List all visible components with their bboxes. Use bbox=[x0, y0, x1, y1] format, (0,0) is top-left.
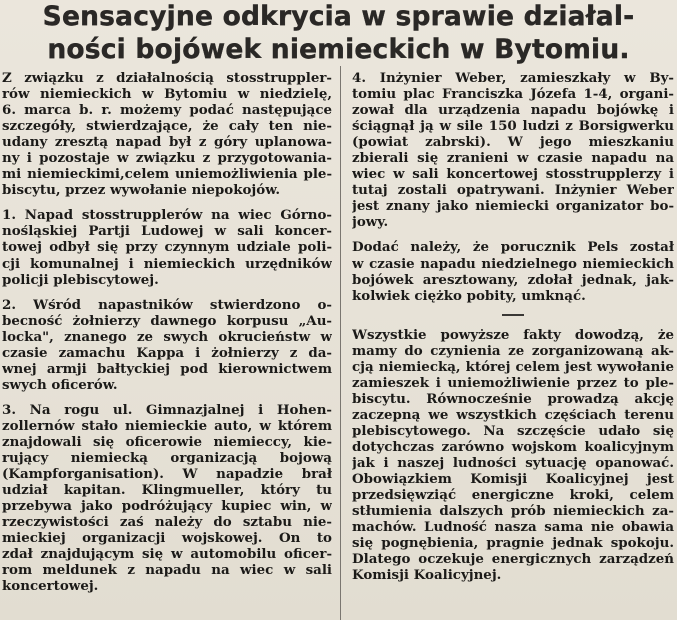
paragraph-gap bbox=[2, 198, 332, 207]
text-line: zdał znajdującym się w automobilu oficer- bbox=[2, 546, 332, 563]
text-line: udział kapitan. Klingmueller, który tu bbox=[2, 482, 332, 499]
text-line: koncertowej. bbox=[2, 578, 99, 595]
left-column bbox=[2, 70, 332, 594]
text-line: 3. Na rogu ul. Gimnazjalnej i Hohen- bbox=[2, 401, 332, 418]
right-column bbox=[352, 70, 674, 583]
paragraph bbox=[2, 297, 332, 393]
text-line: plebiscytowego. Na szczęście udało się bbox=[352, 422, 674, 439]
text-line: (Kampforganisation). W napadzie brał bbox=[2, 466, 332, 483]
section-separator-rule bbox=[502, 314, 524, 316]
paragraph bbox=[352, 327, 674, 584]
text-line: Wszystkie powyższe fakty dowodzą, że bbox=[352, 326, 674, 343]
text-line: dotychczas zarówno wojskom koalicyjnym bbox=[352, 438, 674, 455]
column-divider bbox=[340, 66, 341, 620]
paragraph bbox=[2, 207, 332, 287]
text-line: w czasie napadu niedzielnego niemieckich bbox=[352, 255, 674, 272]
text-line: Komisji Koalicyjnej. bbox=[352, 567, 502, 584]
text-line: przebywa jako podróżujący kupiec win, w bbox=[2, 498, 332, 515]
text-line: zamieszek i uniemożliwienie przez to ple- bbox=[352, 374, 674, 391]
paragraph-gap bbox=[2, 393, 332, 402]
paragraph bbox=[2, 402, 332, 595]
text-line: mamy do czynienia ze zorganizowaną ak- bbox=[352, 342, 674, 359]
text-line: czasie zamachu Kappa i żołnierzy z da- bbox=[2, 344, 332, 361]
text-line: tomiu plac Franciszka Józefa 1-4, organi- bbox=[352, 86, 674, 103]
text-line: 1. Napad stosstrupplerów na wiec Górno- bbox=[2, 207, 332, 224]
text-line: (powiat zabrski). W jego mieszkaniu bbox=[352, 134, 674, 151]
text-line: towej odbył się przy czynnym udziale poli- bbox=[2, 239, 332, 256]
text-line: policji plebiscytowej. bbox=[2, 271, 159, 288]
text-line: się pognębienia, pragnie jednak spokoju. bbox=[352, 535, 674, 552]
text-line: kolwiek ciężko pobity, umknąć. bbox=[352, 287, 586, 304]
text-line: jest znany jako niemiecki organizator bo- bbox=[352, 198, 674, 215]
text-line: nośląskiej Partji Ludowej w sali koncer- bbox=[2, 223, 332, 240]
headline bbox=[4, 0, 673, 66]
text-line: jowy. bbox=[352, 214, 389, 231]
text-line: mi niemieckimi,celem uniemożliwienia ple- bbox=[2, 166, 332, 183]
text-line: rom meldunek z napadu na wiec w sali bbox=[2, 562, 332, 579]
text-line: udany zresztą napad był z góry uplanowa- bbox=[2, 134, 332, 151]
headline-line-2: ności bojówek niemieckich w Bytomiu. bbox=[47, 34, 630, 65]
text-line: rów niemieckich w Bytomiu w niedzielę, bbox=[2, 86, 332, 103]
text-line: znajdowali się oficerowie niemieccy, kie- bbox=[2, 433, 332, 450]
paragraph-gap bbox=[2, 288, 332, 297]
text-line: becność żołnierzy dawnego korpusu „Au- bbox=[2, 312, 332, 329]
text-line: machów. Ludność nasza sama nie obawia bbox=[352, 519, 674, 536]
text-line: rzeczywistości zaś należy do sztabu nie- bbox=[2, 514, 332, 531]
text-line: mieckiej organizacji wojskowej. On to bbox=[2, 530, 332, 547]
text-line: ny i pozostaje w związku z przygotowania- bbox=[2, 150, 332, 167]
text-line: zaczepną we wszystkich częściach terenu bbox=[352, 406, 674, 423]
text-line: zbierali się zranieni w czasie napadu na bbox=[352, 150, 674, 167]
text-line: biscytu, przez wywołanie niepokojów. bbox=[2, 182, 281, 199]
paragraph bbox=[352, 70, 674, 230]
paragraph bbox=[352, 239, 674, 303]
headline-line-1: Sensacyjne odkrycia w sprawie działal- bbox=[42, 1, 635, 32]
text-line: ściągnął ją w sile 150 ludzi z Borsigwerku bbox=[352, 118, 674, 135]
text-line: wnej armji bałtyckiej pod kierownictwem bbox=[2, 360, 332, 377]
text-line: 6. marca b. r. możemy podać następujące bbox=[2, 102, 332, 119]
text-line: szczegóły, stwierdzające, że cały ten nie- bbox=[2, 118, 332, 135]
text-line: Obowiązkiem Komisji Koalicyjnej jest bbox=[352, 471, 674, 488]
text-line: cji komunalnej i niemieckich urzędników bbox=[2, 255, 332, 272]
text-line: Dlatego oczekuje energicznych zarządzeń bbox=[352, 551, 674, 568]
text-line: przedsięwziąć energiczne kroki, celem bbox=[352, 487, 674, 504]
text-line: bojówek aresztowany, zdołał jednak, jak- bbox=[352, 271, 674, 288]
paragraph bbox=[2, 70, 332, 198]
text-line: 2. Wśród napastników stwierdzono o- bbox=[2, 296, 332, 313]
text-line: tutaj zostali opatrywani. Inżynier Weber bbox=[352, 182, 674, 199]
text-line: biscytu. Równocześnie prowadzą akcję bbox=[352, 390, 674, 407]
text-line: cją niemiecką, której celem jest wywołanie bbox=[352, 358, 674, 375]
text-line: wiec w sali koncertowej stosstrupplerzy i bbox=[352, 166, 674, 183]
text-line: zował dla urządzenia napadu bojówkę i bbox=[352, 102, 674, 119]
paragraph-gap bbox=[352, 230, 674, 239]
text-line: rujący niemiecką organizacją bojową bbox=[2, 450, 332, 467]
text-line: swych oficerów. bbox=[2, 376, 118, 393]
text-line: Dodać należy, że porucznik Pels został bbox=[352, 239, 674, 256]
text-line: jak i naszej ludności sytuację opanować. bbox=[352, 455, 674, 472]
text-line: zollernów stało niemieckie auto, w którem bbox=[2, 417, 332, 434]
text-line: stłumienia dalszych prób niemieckich za- bbox=[352, 503, 674, 520]
text-line: Z związku z działalnością stosstruppler- bbox=[2, 70, 332, 86]
text-line: locka", znanego ze swych okrucieństw w bbox=[2, 328, 332, 345]
text-line: 4. Inżynier Weber, zamieszkały w By- bbox=[352, 70, 674, 86]
